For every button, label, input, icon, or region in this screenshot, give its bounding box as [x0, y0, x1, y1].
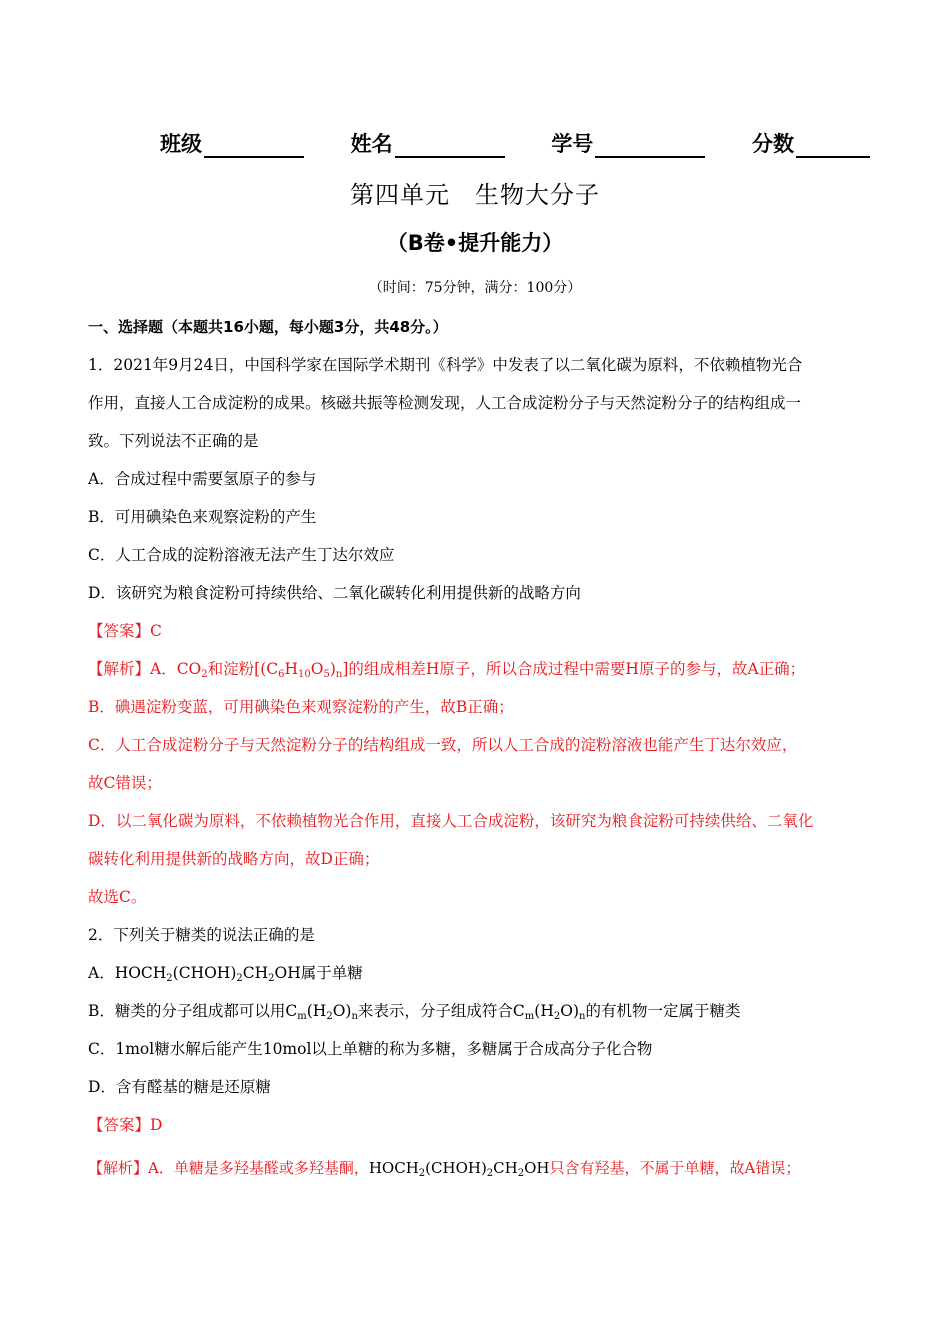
q1-analysis-a: 【解析】A．$CO_2$和淀粉$[(C_6H_{10}O_5)_n]$的组成相差H原子，所以合成过程中需要H原子的参与，故A正确； — [88, 660, 806, 680]
class-label: 班级 — [160, 132, 202, 156]
student-id-label: 学号 — [551, 132, 594, 156]
score-label: 分数 — [751, 132, 794, 156]
q1-stem-line-2: 作用，直接人工合成淀粉的成果。核磁共振等检测发现，人工合成淀粉分子与天然淀粉分子的结构组成一 — [88, 394, 802, 412]
q1-option-d: D．该研究为粮食淀粉可持续供给、二氧化碳转化利用提供新的战略方向 — [88, 584, 581, 602]
score-blank[interactable] — [796, 136, 870, 158]
q1-stem-line-3: 致。下列说法不正确的是 — [88, 432, 259, 450]
q1-analysis-c-2: 故C错误； — [88, 774, 162, 792]
q2-analysis-a: 【解析】A．单糖是多羟基醛或多羟基酮，$HOCH_2(CHOH)_2CH_2OH$只含有羟基，不属于单糖，故A错误； — [88, 1159, 801, 1179]
q1-analysis-d-2: 碳转化利用提供新的战略方向，故D正确； — [88, 850, 380, 868]
name-field — [351, 128, 505, 158]
q1-analysis-d-1: D．以二氧化碳为原料，不依赖植物光合作用，直接人工合成淀粉，该研究为粮食淀粉可持续供给、二氧化 — [88, 812, 814, 830]
class-blank[interactable] — [204, 136, 304, 158]
section-heading: 一、选择题（本题共16小题，每小题3分，共48分。） — [88, 318, 448, 336]
score-field — [752, 128, 870, 158]
q1-option-c: C．人工合成的淀粉溶液无法产生丁达尔效应 — [88, 546, 395, 564]
q1-answer: 【答案】C — [88, 622, 162, 640]
q2-option-d: D．含有醛基的糖是还原糖 — [88, 1078, 271, 1096]
student-id-blank[interactable] — [595, 136, 705, 158]
page-title: 第四单元 生物大分子 — [350, 181, 600, 209]
q1-conclusion: 故选C。 — [88, 888, 147, 906]
q1-stem-line-1: 1．2021年9月24日，中国科学家在国际学术期刊《科学》中发表了以二氧化碳为原料，不依赖植物光合 — [88, 356, 803, 374]
q1-option-a: A．合成过程中需要氢原子的参与 — [88, 470, 317, 488]
q2-option-c: C．1mol糖水解后能产生10mol以上单糖的称为多糖，多糖属于合成高分子化合物 — [88, 1040, 653, 1058]
q1-analysis-c-1: C．人工合成淀粉分子与天然淀粉分子的结构组成一致，所以人工合成的淀粉溶液也能产生丁达尔效应， — [88, 736, 798, 754]
q2-stem: 2．下列关于糖类的说法正确的是 — [88, 926, 315, 944]
exam-time-info: （时间：75分钟，满分：100分） — [368, 280, 582, 296]
name-label: 姓名 — [350, 132, 393, 156]
name-blank[interactable] — [395, 136, 505, 158]
q1-analysis-b: B．碘遇淀粉变蓝，可用碘染色来观察淀粉的产生，故B正确； — [88, 698, 514, 716]
student-info-line — [160, 128, 870, 158]
class-field — [160, 128, 304, 158]
q2-option-b: B．糖类的分子组成都可以用$C_m(H_2O)_n$来表示，分子组成符合$C_m(H_2O)_n$的有机物一定属于糖类 — [88, 1002, 741, 1022]
page-subtitle: （B卷•提升能力） — [386, 231, 564, 255]
student-id-field — [551, 128, 705, 158]
q2-option-a: A．$HOCH_2(CHOH)_2CH_2OH$属于单糖 — [88, 964, 363, 984]
q2-answer: 【答案】D — [88, 1116, 163, 1134]
q1-option-b: B．可用碘染色来观察淀粉的产生 — [88, 508, 317, 526]
